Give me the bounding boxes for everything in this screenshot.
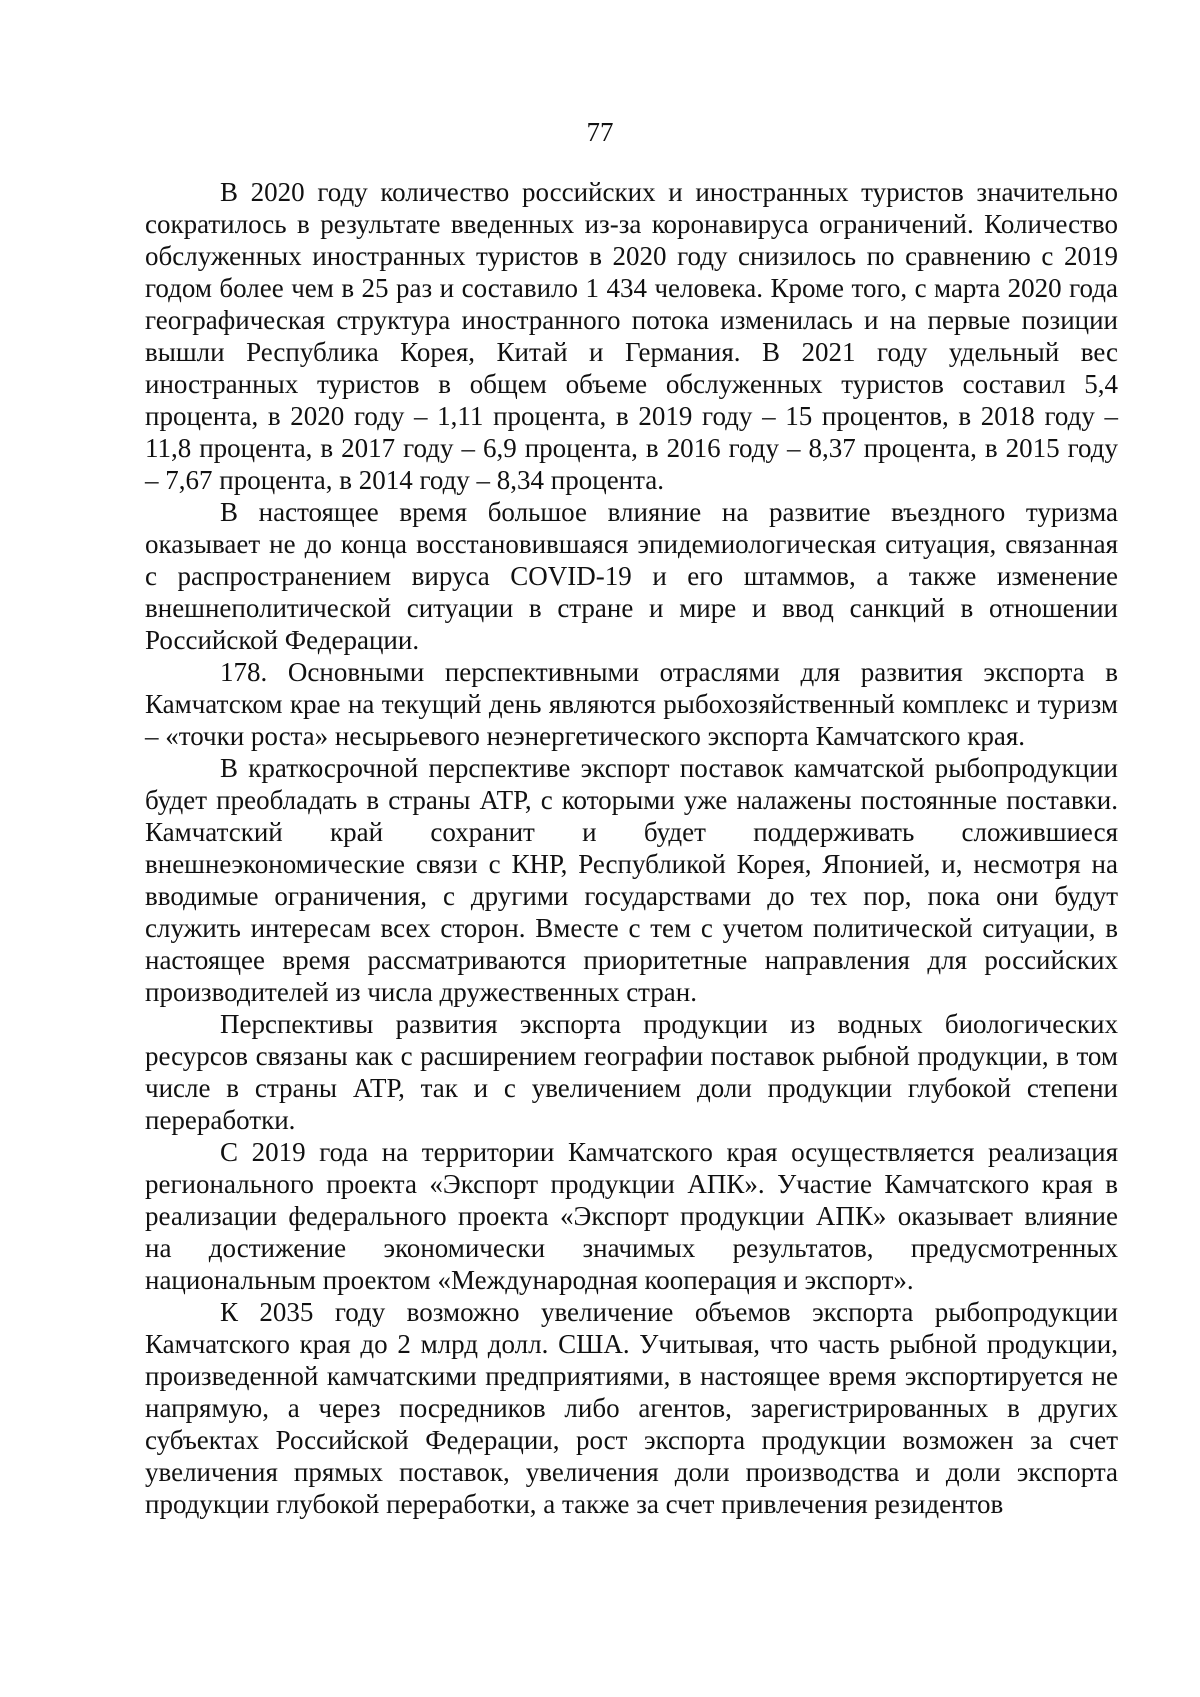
page-number: 77 (586, 117, 614, 147)
paragraph-regional-project: С 2019 года на территории Камчатского края осуществляется реализация регионального проекта «Экспорт продукции АПК». Участие Камчатского края в реализации федерального проекта «Экспорт продукции АПК» оказывает влияние на достижение экономически значимых результатов, предусмотренных национальным проектом «Международная кооперация и экспорт». (145, 1137, 1118, 1295)
paragraph-inbound-tourism-factors: В настоящее время большое влияние на развитие въездного туризма оказывает не до конца восстановившаяся эпидемиологическая ситуация, связанная с распространением вируса COVID-19 и его штаммов, а также изменение внешнеполитической ситуации в стране и мире и ввод санкций в отношении Российской Федерации. (145, 497, 1118, 655)
paragraph-export-prospects: Перспективы развития экспорта продукции из водных биологических ресурсов связаны как с расширением географии поставок рыбной продукции, в том числе в страны АТР, так и с увеличением доли продукции глубокой степени переработки. (145, 1009, 1118, 1135)
paragraph-178-export-industries: 178. Основными перспективными отраслями для развития экспорта в Камчатском крае на текущий день являются рыбохозяйственный комплекс и туризм – «точки роста» несырьевого неэнергетического экспорта Камчатского края. (145, 657, 1118, 751)
paragraph-short-term-export: В краткосрочной перспективе экспорт поставок камчатской рыбопродукции будет преобладать в страны АТР, с которыми уже налажены постоянные поставки. Камчатский край сохранит и будет поддерживать сложившиеся внешнеэкономические связи с КНР, Республикой Корея, Японией, и, несмотря на вводимые ограничения, с другими государствами до тех пор, пока они будут служить интересам всех сторон. Вместе с тем с учетом политической ситуации, в настоящее время рассматриваются приоритетные направления для российских производителей из числа дружественных стран. (145, 753, 1118, 1007)
paragraph-foreign-tourists: В 2020 году количество российских и иностранных туристов значительно сократилось в результате введенных из-за коронавируса ограничений. Количество обслуженных иностранных туристов в 2020 году снизилось по сравнению с 2019 годом более чем в 25 раз и составило 1 434 человека. Кроме того, с марта 2020 года географическая структура иностранного потока изменилась и на первые позиции вышли Республика Корея, Китай и Германия. В 2021 году удельный вес иностранных туристов в общем объеме обслуженных туристов составил 5,4 процента, в 2020 году – 1,11 процента, в 2019 году – 15 процентов, в 2018 году – 11,8 процента, в 2017 году – 6,9 процента, в 2016 году – 8,37 процента, в 2015 году – 7,67 процента, в 2014 году – 8,34 процента. (145, 177, 1118, 495)
paragraph-2035-export-volume: К 2035 году возможно увеличение объемов экспорта рыбопродукции Камчатского края до 2 млрд долл. США. Учитывая, что часть рыбной продукции, произведенной камчатскими предприятиями, в настоящее время экспортируется не напрямую, а через посредников либо агентов, зарегистрированных в других субъектах Российской Федерации, рост экспорта продукции возможен за счет увеличения прямых поставок, увеличения доли производства и доли экспорта продукции глубокой переработки, а также за счет привлечения резидентов (145, 1297, 1118, 1519)
document-body (145, 176, 1118, 1520)
